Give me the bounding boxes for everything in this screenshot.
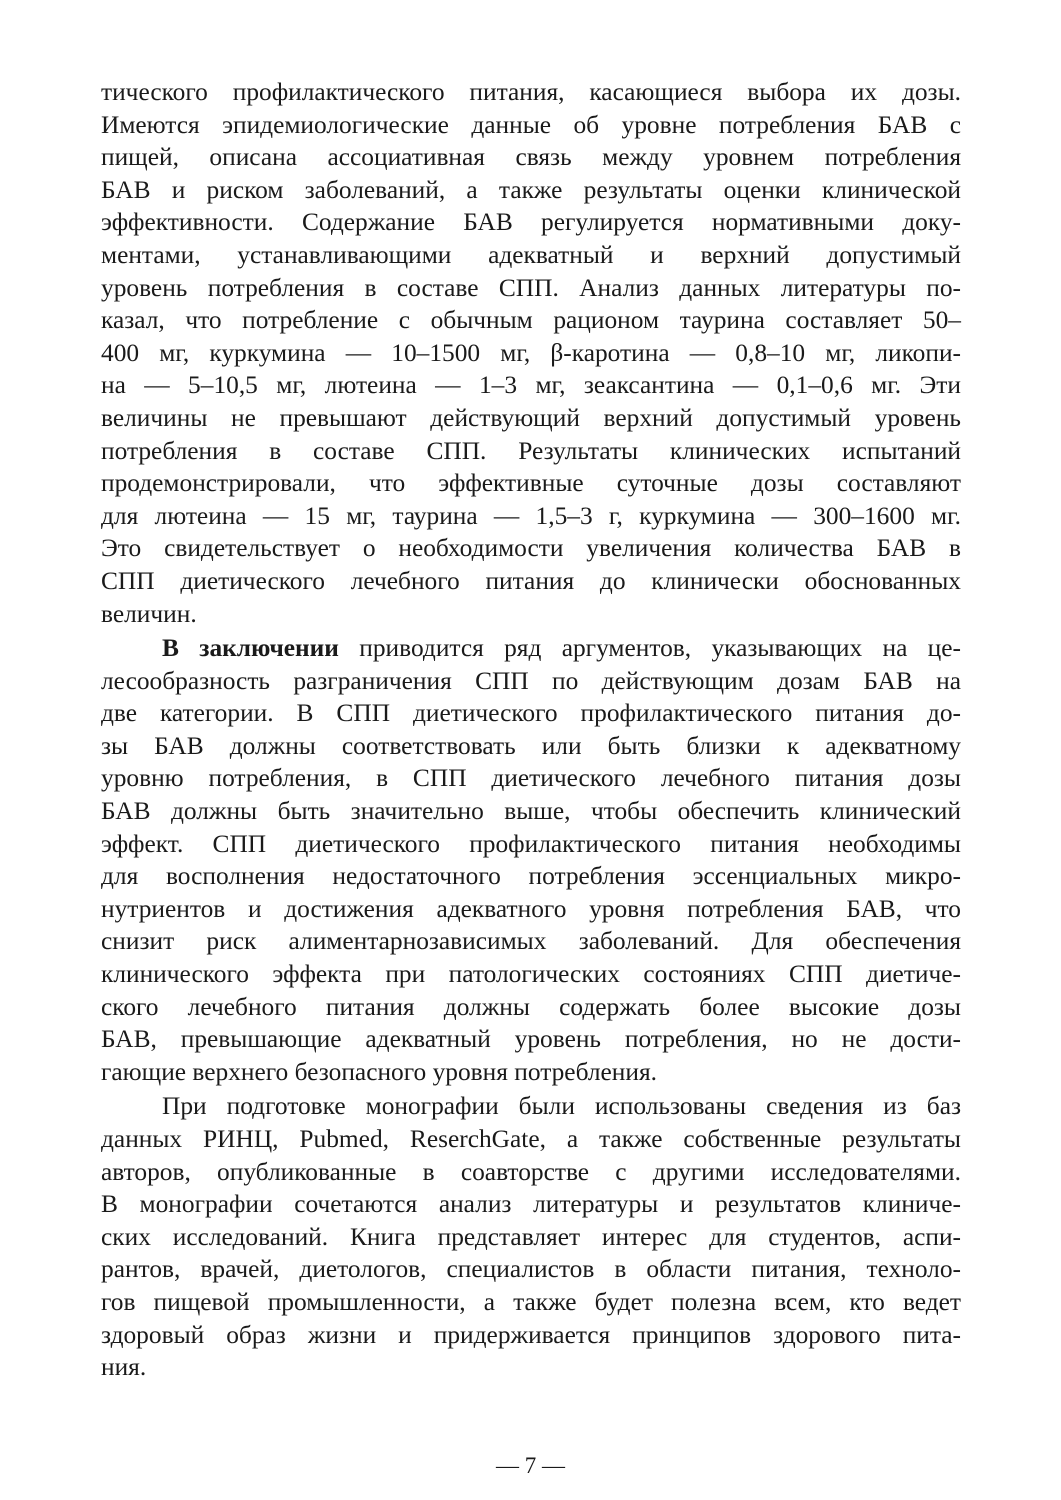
text-line: гов пищевой промышленности, а также будет полезна всем, кто ведет [101,1287,961,1316]
text-line: ских исследований. Книга представляет интерес для студентов, аспи- [101,1222,961,1251]
text-line: уровень потребления в составе СПП. Анализ данных литературы по- [101,273,961,302]
text-line: казал, что потребление с обычным рационом таурина составляет 50– [101,306,961,335]
text-line: СПП диетического лечебного питания до клинически обоснованных [101,566,961,595]
text-line: БАВ, превышающие адекватный уровень потребления, но не дости- [101,1025,961,1054]
text-line: продемонстрировали, что эффективные суточные дозы составляют [101,469,961,498]
paragraph-3 [101,1090,961,1383]
text-line: авторов, опубликованные в соавторстве с другими исследователями. [101,1157,961,1186]
text-line: уровню потребления, в СПП диетического лечебного питания дозы [101,764,961,793]
text-line: эффект. СПП диетического профилактического питания необходимы [101,829,961,858]
text-line: зы БАВ должны соответствовать или быть близки к адекватному [101,731,961,760]
text-line: 400 мг, куркумина — 10–1500 мг, β-каротина — 0,8–10 мг, ликопи- [101,338,961,367]
text-line: здоровый образ жизни и придерживается принципов здорового пита- [101,1320,961,1349]
text-line: тического профилактического питания, касающиеся выбора их дозы. [101,78,961,106]
text-line: две категории. В СПП диетического профилактического питания до- [101,699,961,728]
text-line: В монографии сочетаются анализ литературы и результатов клиниче- [101,1190,961,1219]
text-line: эффективности. Содержание БАВ регулируется нормативными доку- [101,208,961,237]
text-line: величины не превышают действующий верхний допустимый уровень [101,403,961,432]
text-line: пищей, описана ассоциативная связь между уровнем потребления [101,143,961,172]
body-text [101,76,961,1384]
text-line: ского лечебного питания должны содержать более высокие дозы [101,992,961,1021]
text-line: на — 5–10,5 мг, лютеина — 1–3 мг, зеаксантина — 0,1–0,6 мг. Эти [101,371,961,400]
text-line: Имеются эпидемиологические данные об уровне потребления БАВ с [101,110,961,139]
text-line [101,632,961,665]
text-line: для восполнения недостаточного потребления эссенциальных микро- [101,862,961,891]
text-line: для лютеина — 15 мг, таурина — 1,5–3 г, куркумина — 300–1600 мг. [101,501,961,530]
text-line: потребления в составе СПП. Результаты клинических испытаний [101,436,961,465]
text-line: гающие верхнего безопасного уровня потребления. [101,1057,658,1086]
text-line: Это свидетельствует о необходимости увеличения количества БАВ в [101,534,961,563]
text-line: ментами, устанавливающими адекватный и верхний допустимый [101,240,961,269]
page-number: — 7 — [496,1453,565,1478]
text-line: величин. [101,599,197,628]
text-fragment: приводится ряд аргументов, указывающих на це- [338,634,961,663]
text-line: рантов, врачей, диетологов, специалистов в области питания, техноло- [101,1255,961,1284]
text-line: БАВ должны быть значительно выше, чтобы обеспечить клинический [101,797,961,826]
paragraph-1 [101,76,961,630]
text-line: снизит риск алиментарнозависимых заболеваний. Для обеспечения [101,927,961,956]
text-line: нутриентов и достижения адекватного уровня потребления БАВ, что [101,894,961,923]
text-line: ния. [101,1353,147,1382]
paragraph-2 [101,632,961,1088]
text-line: данных РИНЦ, Pubmed, ReserchGate, а также собственные результаты [101,1125,961,1153]
text-line: БАВ и риском заболеваний, а также результаты оценки клинической [101,175,961,204]
bold-lead: В заключении [162,634,339,663]
text-line: При подготовке монографии были использованы сведения из баз [162,1092,961,1121]
text-line: клинического эффекта при патологических состояниях СПП диетиче- [101,960,961,989]
text-line: лесообразность разграничения СПП по действующим дозам БАВ на [101,666,961,695]
